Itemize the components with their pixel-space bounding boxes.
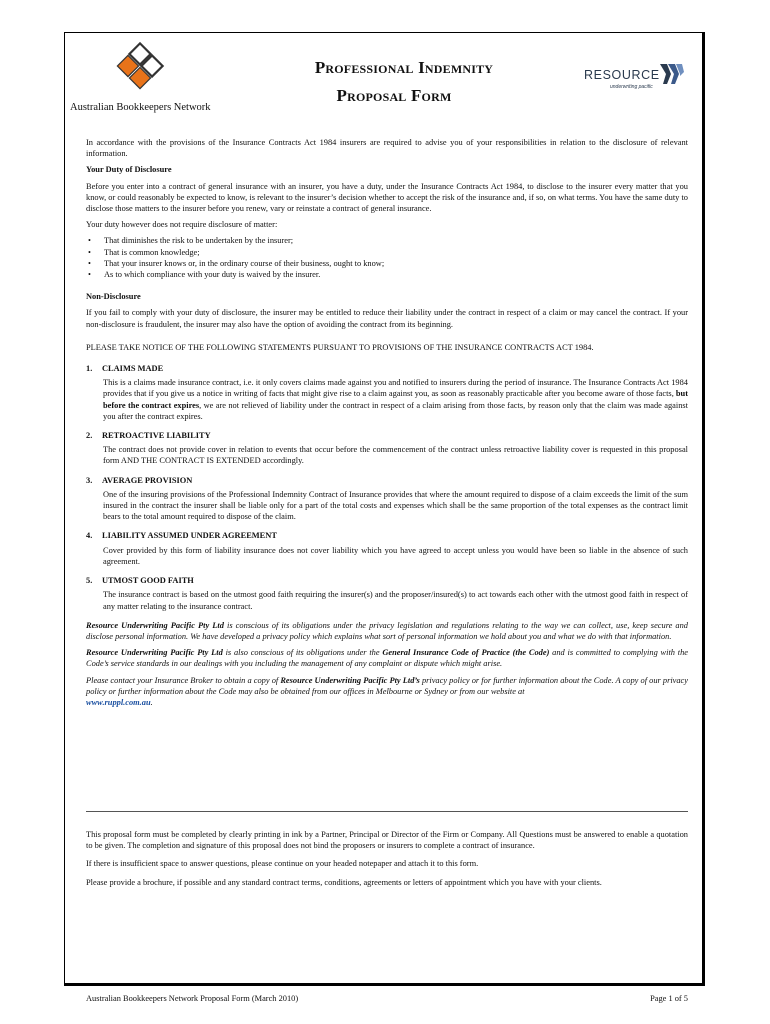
section-heading: [86, 530, 688, 541]
privacy-paragraph-1: [86, 620, 688, 642]
section-body: One of the insuring provisions of the Professional Indemnity Contract of Insurance provides that where the amount required to dispose of a claim exceeds the limit of the sum insured in the contract the insurer shall be liable only for a part of the total costs and expenses which shall be the same proportion of the total expenses as the contract limit bears to the total amount required to dispose of the claim.: [103, 489, 688, 522]
section-heading: [86, 475, 688, 486]
instructions-content: [86, 829, 688, 895]
instruction-paragraph: Please provide a brochure, if possible and any standard contract terms, conditions, agreements or letters of appointment which you have with your clients.: [86, 877, 602, 887]
section-number: 5.: [86, 576, 93, 586]
section-title: RETROACTIVE LIABILITY: [102, 431, 211, 441]
privacy-text: Please contact your Insurance Broker to obtain a copy of: [86, 675, 281, 685]
disclosure-content: [86, 137, 688, 713]
company-name: Resource Underwriting Pacific Pty Ltd: [86, 648, 223, 658]
section-divider: [86, 811, 688, 812]
page-header: [64, 32, 705, 117]
abn-diamond-logo-icon: [114, 40, 166, 92]
section-heading: [86, 575, 688, 586]
list-item: • As to which compliance with your duty is waived by the insurer.: [86, 269, 688, 280]
list-item: • That your insurer knows or, in the ordinary course of their business, ought to know;: [86, 258, 688, 269]
section-body: Cover provided by this form of liability insurance does not cover liability which you have agreed to accept unless you would have been so liable in the absence of such agreement.: [103, 545, 688, 566]
title-line-1: Professional Indemnity: [314, 58, 494, 77]
code-name: General Insurance Code of Practice (the Code): [382, 648, 550, 658]
instruction-paragraph: If there is insufficient space to answer questions, please continue on your headed notepaper and attach it to this form.: [86, 859, 479, 869]
company-name: Resource Underwriting Pacific Pty Ltd’s: [280, 675, 420, 685]
nondisclosure-paragraph: If you fail to comply with your duty of disclosure, the insurer may be entitled to reduce their liability under the contract in respect of a claim or may cancel the contract. If your non-disclosure is fraudulent, the insurer may also have the option of avoiding the contract from its beginning.: [86, 308, 688, 329]
duty-exceptions-list: [86, 235, 688, 280]
resource-chevron-logo-icon: [658, 62, 684, 86]
privacy-text: is also conscious of its obligations under the: [222, 648, 383, 658]
section-body-text: This is a claims made insurance contract, i.e. it only covers claims made against you and notified to insurers during the period of insurance. The Insurance Contracts Act 1984 provides that if you give us a notice in writing of facts that might give rise to a claim against you, as soon as reasonably practicable after you become aware of those facts,: [103, 378, 688, 399]
page-footer: [86, 994, 688, 1003]
duty-paragraph: Before you enter into a contract of general insurance with an insurer, you have a duty, under the Insurance Contracts Act 1984, to disclose to the insurer every matter that you know, or could reasonably be expected to know, is relevant to the insurer’s decision whether to accept the risk of the insurance and, if so, on what terms. You have the same duty to disclose those matters to the insurer before you renew, vary or reinstate a contract of general insurance.: [86, 181, 688, 214]
section-title: AVERAGE PROVISION: [102, 475, 193, 485]
footer-form-name: Australian Bookkeepers Network Proposal Form (March 2010): [86, 994, 299, 1003]
org-name: Australian Bookkeepers Network: [70, 102, 211, 113]
company-name: Resource Underwriting Pacific Pty Ltd: [86, 620, 224, 630]
section-body-bold: but before the contract expires: [103, 389, 688, 410]
resource-logo-subtitle: underwriting pacific: [610, 84, 653, 90]
privacy-paragraph-2: [86, 647, 688, 669]
page-title: [234, 54, 554, 110]
section-number: 2.: [86, 431, 93, 441]
section-body: [103, 377, 688, 422]
section-number: 1.: [86, 364, 93, 374]
resource-logo: [584, 62, 684, 102]
section-average-provision: [86, 475, 688, 523]
title-line-2: Proposal Form: [336, 86, 452, 105]
duty-heading: Your Duty of Disclosure: [86, 165, 172, 175]
privacy-text: and is committed to complying with the Code’s service standards in our dealings with you including the management of any complaint or dispute which might arise.: [86, 648, 688, 669]
privacy-text: privacy policy or for further information about the Code. A copy of our privacy policy or further information about the Code may also be obtained from our offices in Melbourne or Sydney or from our website at: [86, 675, 688, 696]
section-retroactive-liability: [86, 430, 688, 467]
section-body: The insurance contract is based on the utmost good faith requiring the insurer(s) and the proposer/insured(s) to act towards each other with the utmost good faith in respect of any matter relating to the insurance contract.: [103, 590, 688, 611]
section-title: CLAIMS MADE: [102, 364, 164, 374]
section-utmost-good-faith: [86, 575, 688, 612]
duty-exceptions-lead: Your duty however does not require disclosure of matter:: [86, 220, 278, 230]
section-title: UTMOST GOOD FAITH: [102, 576, 194, 586]
section-heading: [86, 430, 688, 441]
nondisclosure-heading: Non-Disclosure: [86, 292, 141, 302]
website-link[interactable]: www.ruppl.com.au: [86, 697, 151, 707]
section-heading: [86, 363, 688, 374]
section-body: The contract does not provide cover in relation to events that occur before the commencement of the contract unless retroactive liability cover is requested in this proposal form AND THE CONTRACT IS EXTENDED accordingly.: [103, 445, 688, 466]
section-number: 3.: [86, 475, 93, 485]
section-title: LIABILITY ASSUMED UNDER AGREEMENT: [102, 531, 277, 541]
intro-paragraph: In accordance with the provisions of the Insurance Contracts Act 1984 insurers are required to advise you of your responsibilities in relation to the disclosure of relevant information.: [86, 138, 688, 159]
privacy-text: is conscious of its obligations under the privacy legislation and regulations relating to the way we can collect, use, keep secure and disclose personal information. We have developed a privacy policy which explains what sort of personal information we hold about you and what we do with that information.: [86, 620, 688, 641]
list-item: • That diminishes the risk to be undertaken by the insurer;: [86, 235, 688, 246]
section-claims-made: [86, 363, 688, 422]
page-number: Page 1 of 5: [650, 994, 688, 1003]
privacy-paragraph-3: [86, 675, 688, 709]
resource-logo-word: RESOURCE: [584, 68, 660, 82]
privacy-text: .: [150, 697, 153, 707]
section-body-text: , we are not relieved of liability under the contract in respect of a claim arising from those facts, by reason only that the claim was made against you after the contract expires.: [103, 400, 688, 421]
instruction-paragraph: This proposal form must be completed by clearly printing in ink by a Partner, Principal or Director of the Firm or Company. All Questions must be answered to enable a quotation to be given. The completion and signature of this proposal does not bind the proposers or insurers to complete a contract of insurance.: [86, 830, 688, 851]
section-number: 4.: [86, 531, 93, 541]
list-item: • That is common knowledge;: [86, 247, 688, 258]
notice-statement: PLEASE TAKE NOTICE OF THE FOLLOWING STATEMENTS PURSUANT TO PROVISIONS OF THE INSURANCE CONTRACTS ACT 1984.: [86, 342, 594, 352]
section-liability-assumed: [86, 530, 688, 567]
